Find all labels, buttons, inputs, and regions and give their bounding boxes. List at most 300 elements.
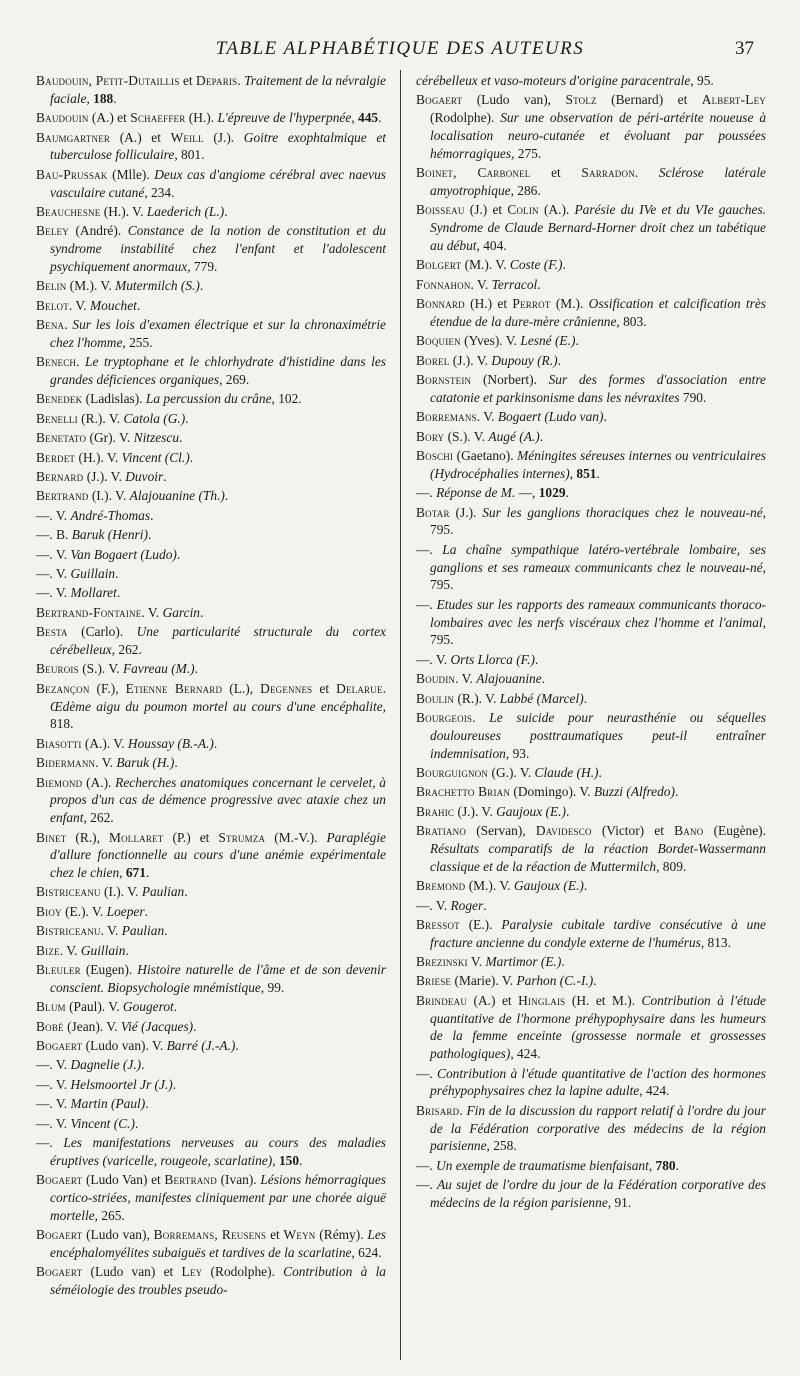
entry-run: Benech [36, 354, 77, 370]
entry-run: , 809. [656, 858, 687, 874]
index-entry [36, 166, 386, 202]
entry-run: Baudouin [36, 110, 89, 126]
entry-run: Perrot [512, 296, 551, 312]
entry-run: Mutermilch (S.) [115, 278, 200, 294]
entry-run: . V. [141, 604, 163, 620]
entry-run: Delarue [336, 680, 383, 696]
entry-run: . [537, 276, 541, 292]
entry-run: Paraplégie d'allure fonctionnelle au cours d'une anémie expérimentale chez le chien [50, 829, 386, 881]
entry-run: Barré (J.-A.) [166, 1038, 236, 1054]
entry-run: Briese [416, 973, 452, 989]
index-entry [416, 1157, 766, 1175]
entry-run: Benedek [36, 391, 83, 407]
entry-run: Bogaert [36, 1038, 83, 1054]
entry-run: 671 [125, 865, 146, 881]
entry-run: . [565, 803, 570, 819]
entry-run: (André). [68, 223, 128, 239]
entry-run: Vincent (Cl.) [121, 449, 190, 465]
entry-run: (Carlo). [67, 624, 137, 640]
entry-run: Boulin [416, 690, 455, 706]
entry-run: Au sujet de l'ordre du jour de la Fédération corporative des médecins de la région parisienne [430, 1177, 766, 1210]
entry-run: Bistriceanu [36, 884, 101, 900]
entry-run: Les encéphalomyélites subaiguës et tardives de la scarlatine [50, 1227, 386, 1260]
entry-run: (S.). V. [78, 661, 123, 677]
entry-run: Berdet [36, 449, 76, 465]
entry-run: Stolz [565, 92, 597, 108]
entry-run: , 795. [430, 614, 766, 648]
entry-run: . [213, 735, 218, 751]
entry-run: , [648, 1157, 656, 1173]
entry-run: Colin [507, 202, 539, 218]
entry-run: , 99. [260, 979, 285, 995]
entry-run: Nitzescu [133, 430, 180, 446]
entry-run: Réponse de M. [436, 485, 516, 501]
entry-run: Bioy [36, 903, 62, 919]
index-entry [416, 447, 766, 483]
entry-run: Buzzi (Alfredo) [594, 784, 675, 800]
entry-run: (Servan), [466, 823, 536, 839]
entry-run: (H.). V. [100, 203, 147, 219]
entry-run: Van Bogaert (Ludo) [70, 546, 177, 562]
entry-run: Blum [36, 999, 66, 1015]
entry-run: Labbé (Marcel) [499, 690, 584, 706]
entry-run: . [193, 1018, 197, 1034]
index-entry [36, 1115, 386, 1133]
entry-run: , 795. [430, 504, 767, 538]
entry-run: Bressot [416, 916, 460, 932]
entry-run: (Ivan). [216, 1172, 261, 1188]
entry-run: et [266, 1227, 284, 1243]
entry-run: (R.). V. [454, 690, 500, 706]
column-divider [400, 70, 401, 1360]
index-entry [416, 164, 766, 200]
index-entry [36, 129, 386, 165]
index-entry [36, 604, 386, 622]
index-entry [36, 942, 386, 960]
entry-run: Beauchesne [36, 203, 101, 219]
entry-run: —. [416, 1065, 438, 1081]
entry-run: . [541, 671, 546, 687]
entry-run: Dagnelie (J.) [70, 1057, 142, 1073]
entry-run: Baruk (Henri) [71, 527, 148, 543]
entry-run: (Eugen). [80, 962, 138, 978]
entry-run: —. V. [36, 546, 71, 562]
index-entry [36, 922, 386, 940]
entry-run: Sclérose latérale amyotrophique [430, 165, 766, 198]
entry-run: Beley [36, 223, 69, 239]
entry-run: —. [416, 541, 443, 557]
entry-run: —, [515, 485, 539, 501]
index-entry [36, 277, 386, 295]
entry-run: (J.) et [464, 202, 508, 218]
entry-run: Roger [450, 897, 484, 913]
entry-run: Bistriceanu [36, 923, 101, 939]
entry-run: —. V. [416, 651, 451, 667]
entry-run: . [113, 90, 117, 106]
entry-run: . [674, 784, 679, 800]
entry-run: Mollaret [108, 829, 164, 845]
index-entry [36, 883, 386, 901]
entry-run: Un exemple de traumatisme bienfaisant [436, 1157, 649, 1173]
entry-run: (I.). V. [100, 884, 142, 900]
entry-run: Bornstein [416, 372, 472, 388]
entry-run: . [598, 764, 602, 780]
entry-run: (A.). [538, 202, 575, 218]
entry-run: . V. [470, 276, 492, 292]
entry-run: Bourgeois [416, 709, 473, 725]
entry-run: (Gaetano). [453, 448, 518, 464]
entry-run: Catola (G.) [123, 410, 186, 426]
entry-run: , 424. [510, 1046, 541, 1062]
entry-run: Sur les ganglions thoraciques chez le nouveau-né [482, 504, 763, 520]
entry-run: Bano [674, 823, 704, 839]
entry-run: Biasotti [36, 735, 82, 751]
entry-run: . [596, 465, 600, 481]
entry-run: Alajouanine [476, 671, 542, 687]
entry-run: . [194, 661, 198, 677]
entry-run: Paulian [141, 884, 185, 900]
index-entry [36, 390, 386, 408]
entry-run: Baudouin, Petit-Dutaillis [36, 73, 180, 88]
entry-run: Lésions hémorragiques cortico-striées, manifestes cliniquement par une chorée aiguë mortelle [50, 1172, 386, 1223]
entry-run: Etienne Bernard [125, 680, 223, 696]
index-entry [416, 276, 766, 294]
entry-run: (A.). [82, 774, 116, 790]
index-entry [36, 754, 386, 772]
entry-run: Guillain [70, 566, 116, 581]
entry-run: Borremans [416, 409, 477, 425]
index-entry [416, 504, 766, 540]
entry-run: 150 [278, 1152, 300, 1168]
entry-run: Weyn [283, 1227, 316, 1243]
entry-run: , 818. [50, 698, 386, 732]
entry-run: , 404. [476, 237, 507, 253]
entry-run: Brachetto Brian [416, 784, 511, 800]
entry-run: (Paul). V. [65, 999, 123, 1015]
entry-run: Bernard [36, 469, 84, 485]
entry-run: , 234. [144, 184, 175, 200]
entry-run: Bogaert (Ludo van) [497, 409, 604, 425]
entry-run: (Rodolphe). [430, 110, 501, 126]
entry-run: Belot [36, 297, 69, 313]
entry-run: . [603, 409, 607, 425]
entry-run: La chaîne sympathique latéro-vertébrale lombaire, ses ganglions et ses rameaux communicants chez le nouveau-né [430, 541, 766, 575]
entry-run: —. B. [36, 527, 72, 543]
index-entry [36, 297, 386, 315]
entry-run: (J.). V. [454, 803, 497, 819]
entry-run: 780 [655, 1157, 676, 1173]
entry-run: Orts Llorca (F.) [450, 651, 535, 667]
entry-run: (S.). V. [444, 428, 489, 444]
entry-run: Gaujoux (E.) [513, 878, 584, 894]
entry-run: (H. et M.). [565, 992, 642, 1008]
entry-run: Œdème aigu du poumon mortel au cours d'une encéphalite [50, 698, 383, 714]
page-number: 37 [735, 38, 754, 59]
entry-run: (E.). V. [61, 903, 107, 919]
index-entry [416, 670, 766, 688]
entry-run: . V. [59, 942, 81, 958]
index-entry [416, 651, 766, 669]
entry-run: . [593, 973, 597, 989]
entry-run: (Domingo). V. [510, 784, 594, 800]
entry-run: , 801. [174, 147, 205, 163]
entry-run: . [134, 1115, 139, 1131]
entry-run: (H.). V. [75, 449, 122, 465]
entry-run: (I.). V. [88, 488, 130, 504]
entry-run: . [561, 954, 565, 970]
entry-run: Paralysie cubitale tardive consécutive à une fracture ancienne du condyle externe de l'humérus [430, 916, 767, 950]
entry-run: Bory [416, 428, 445, 444]
entry-run: Degennes [260, 680, 313, 696]
entry-run: Paulian [121, 923, 165, 939]
entry-run: (P.) et [163, 829, 219, 845]
entry-run: Lesné (E.) [520, 333, 576, 349]
entry-run: . [76, 354, 86, 370]
index-entry [36, 565, 386, 583]
entry-run: (A.) et [88, 110, 131, 126]
entry-run: , 258. [486, 1138, 517, 1154]
entry-run: Constance de la notion de constitution et du syndrome instabilité chez l'enfant et l'adolescent psychiquement anormaux [50, 223, 386, 274]
index-entry [416, 877, 766, 895]
entry-run: —. V. [36, 1096, 71, 1112]
entry-run: (M.). [550, 296, 589, 312]
entry-run: (Rémy). [315, 1227, 368, 1243]
index-entry [36, 903, 386, 921]
entry-run: Méningites séreuses internes ou ventriculaires (Hydrocéphalies internes) [430, 448, 767, 481]
entry-run: , 286. [510, 182, 541, 198]
entry-run: —. V. [36, 1076, 71, 1092]
entry-run: Boisseau [416, 202, 465, 218]
entry-run: Contribution à l'étude quantitative de l'hormone préhypophysaire dans les humeurs de la femme enceinte (grossesse normale et grossesses pathologiques) [430, 992, 766, 1062]
entry-run: 1029 [538, 485, 566, 501]
index-entry [36, 487, 386, 505]
entry-run: (Jean). V. [63, 1018, 121, 1034]
entry-run: Biemond [36, 774, 83, 790]
index-entry [416, 1065, 766, 1101]
index-entry [36, 203, 386, 221]
entry-run: (J.). [203, 129, 244, 145]
entry-run: Bertrand [164, 1172, 217, 1188]
index-entry [416, 408, 766, 426]
index-entry [416, 803, 766, 821]
index-entry [416, 72, 766, 90]
entry-run: Davidesco [535, 823, 592, 839]
entry-run: Le tryptophane et le chlorhydrate d'histidine dans les grandes déficiences organiques [50, 354, 386, 388]
entry-run: , [86, 90, 94, 106]
entry-run: (G.). V. [488, 764, 535, 780]
index-entry [416, 371, 766, 407]
index-entry [416, 783, 766, 801]
entry-run: Bratiano [416, 823, 467, 839]
entry-run: Vincent (C.) [70, 1115, 135, 1131]
entry-run: Albert-Ley [701, 92, 766, 108]
entry-run: Fonnahon [416, 276, 471, 292]
entry-run: —. [416, 1177, 437, 1193]
entry-run: . [224, 203, 228, 219]
index-entry [416, 1102, 766, 1155]
entry-run: Dupouy (R.) [491, 352, 558, 368]
index-entry [416, 709, 766, 762]
index-entry [36, 526, 386, 544]
entry-run: Sur une observation de péri-artérite noueuse à localisation neuro-cutanée et évoluant par poussées hémorragiques [430, 110, 767, 161]
index-entry [36, 660, 386, 678]
entry-run: cérébelleux et vaso-moteurs d'origine paracentrale [416, 73, 691, 88]
entry-run: Belin [36, 278, 67, 294]
entry-run: , 275. [511, 145, 542, 161]
entry-run: (A.). V. [81, 735, 128, 751]
entry-run: , 424. [639, 1083, 670, 1099]
index-entry [416, 484, 766, 502]
entry-run: L'épreuve de l'hyperpnée [217, 110, 352, 126]
entry-run: . [64, 317, 73, 333]
entry-run: Ossification et calcification très étendue de la dure-mère crânienne [430, 296, 766, 329]
entry-run: , 269. [219, 372, 250, 388]
index-entry [36, 1171, 386, 1224]
entry-run: . [583, 690, 588, 706]
entry-run: Fin de la discussion du rapport relatif à l'ordre du jour de la Fédération corporative des médecins de la région parisienne [430, 1102, 766, 1154]
entry-run: . [199, 278, 204, 294]
entry-run: . [382, 680, 387, 696]
entry-run: Recherches anatomiques concernant le cervelet, à propos d'un cas de démence progressive avec ataxie chez un enfant [50, 774, 387, 826]
index-entry [36, 774, 386, 827]
index-entry [416, 897, 766, 915]
entry-run: . [575, 333, 579, 349]
entry-run: (Norbert). [471, 372, 549, 388]
entry-run: Bogaert [36, 1227, 83, 1243]
entry-run: Sur les lois d'examen électrique et sur la chronaximétrie chez l'homme [50, 317, 386, 350]
entry-run: et [530, 165, 582, 181]
index-entry [416, 972, 766, 990]
entry-run: Gaujoux (E.) [496, 803, 566, 819]
left-column [36, 72, 386, 1301]
entry-run: , 255. [122, 334, 153, 350]
entry-run: Favreau (M.) [123, 661, 195, 677]
entry-run: (Bernard) et [596, 92, 702, 108]
index-entry [36, 222, 386, 275]
entry-run: (Gr). V. [86, 430, 134, 446]
entry-run: . [164, 923, 168, 939]
entry-run: Les manifestations nerveuses au cours des maladies éruptives [50, 1134, 386, 1168]
entry-run: . [675, 1157, 679, 1173]
entry-run: Baruk (H.) [116, 755, 175, 771]
entry-run: , 262. [111, 641, 142, 657]
index-entry [416, 332, 766, 350]
entry-run: . [565, 485, 569, 501]
entry-run: Sarradon [581, 165, 635, 181]
entry-run: Bogaert [36, 1172, 83, 1188]
page-header [40, 38, 760, 66]
entry-run: (J.). V. [449, 352, 492, 368]
entry-run: (Ladislas). [82, 391, 146, 407]
entry-run: (Yves). V. [460, 333, 521, 349]
index-entry [416, 428, 766, 446]
entry-run: Garcin [162, 604, 201, 620]
entry-run: . [116, 585, 121, 601]
entry-run: . V. [95, 755, 117, 771]
index-entry [416, 690, 766, 708]
entry-run: Bize [36, 942, 60, 958]
entry-run: (F.), [89, 680, 126, 696]
entry-run: et [179, 73, 197, 88]
entry-run: Borel [416, 352, 450, 368]
entry-run: . [172, 1076, 177, 1092]
entry-run: Bobé [36, 1018, 64, 1034]
index-entry [36, 735, 386, 753]
index-entry [36, 1018, 386, 1036]
entry-run: . [562, 257, 566, 273]
entry-run: Brahic [416, 803, 455, 819]
entry-run: Mollaret [70, 585, 117, 601]
entry-run: (E.). [459, 916, 502, 932]
entry-run: Boquien [416, 333, 461, 349]
entry-run: Besta [36, 624, 68, 640]
entry-run: . [539, 428, 544, 444]
entry-run: Bogaert [36, 1264, 83, 1280]
entry-run: . [184, 884, 188, 900]
entry-run: Terracol [491, 276, 538, 292]
entry-run: , 803. [616, 313, 647, 329]
entry-run: Laederich (L.) [146, 203, 225, 219]
entry-run: Hinglais [518, 992, 566, 1008]
entry-run: —. V. [36, 507, 71, 523]
entry-run: . [144, 903, 148, 919]
entry-run: Parhon (C.-I.) [516, 973, 594, 989]
entry-run: —. [36, 1134, 64, 1150]
entry-run: Binet [36, 829, 67, 845]
index-entry [36, 1076, 386, 1094]
entry-run: . [583, 878, 588, 894]
entry-run: 851 [576, 465, 597, 481]
entry-run: Boschi [416, 448, 454, 464]
entry-run: . [235, 1038, 239, 1054]
index-entry [36, 623, 386, 659]
entry-run: —. [416, 1157, 437, 1173]
entry-run: 445 [358, 110, 379, 126]
entry-run: . V. [455, 671, 477, 687]
entry-run: . [176, 546, 181, 562]
entry-run: Résultats comparatifs de la réaction Bordet-Wassermann classique et de la réaction de Muttermilch [430, 840, 766, 874]
entry-run: Baumgartner [36, 129, 111, 145]
entry-run: (J.). V. [83, 469, 126, 485]
entry-run: . [141, 1057, 145, 1073]
entry-run: (Victor) et [591, 823, 675, 839]
entry-run: Boinet, Carbonel [416, 165, 531, 181]
entry-run: Sur des formes d'association entre catatonie et parkinsonisme dans les névraxites [430, 372, 767, 405]
index-entry [416, 596, 766, 649]
entry-run: , [569, 465, 577, 481]
entry-run: . [634, 165, 659, 181]
entry-run: Parésie du IVe et du VIe gauches. Syndrome de Claude Bernard-Horner droit chez un tabétique au début [430, 202, 767, 253]
entry-run: Martimor (E.) [485, 954, 562, 970]
entry-run: . [147, 527, 152, 543]
entry-run: (Ludo Van) et [82, 1172, 165, 1188]
entry-run: (Ludo van) et [82, 1264, 182, 1280]
entry-run: Bau-Prussak [36, 166, 108, 182]
entry-run: . [189, 449, 194, 465]
index-entry [36, 1134, 386, 1170]
entry-run: (M.). V. [461, 257, 510, 273]
entry-run: . [557, 352, 561, 368]
entry-run: . [483, 897, 487, 913]
index-entry [416, 201, 766, 254]
entry-run: 790. [679, 389, 707, 405]
entry-run: André-Thomas [70, 507, 151, 523]
entry-run: Benetato [36, 430, 87, 446]
entry-run: . [125, 942, 129, 958]
index-entry [36, 680, 386, 733]
entry-run: Augé (A.) [488, 428, 540, 444]
entry-run: . [224, 488, 229, 504]
